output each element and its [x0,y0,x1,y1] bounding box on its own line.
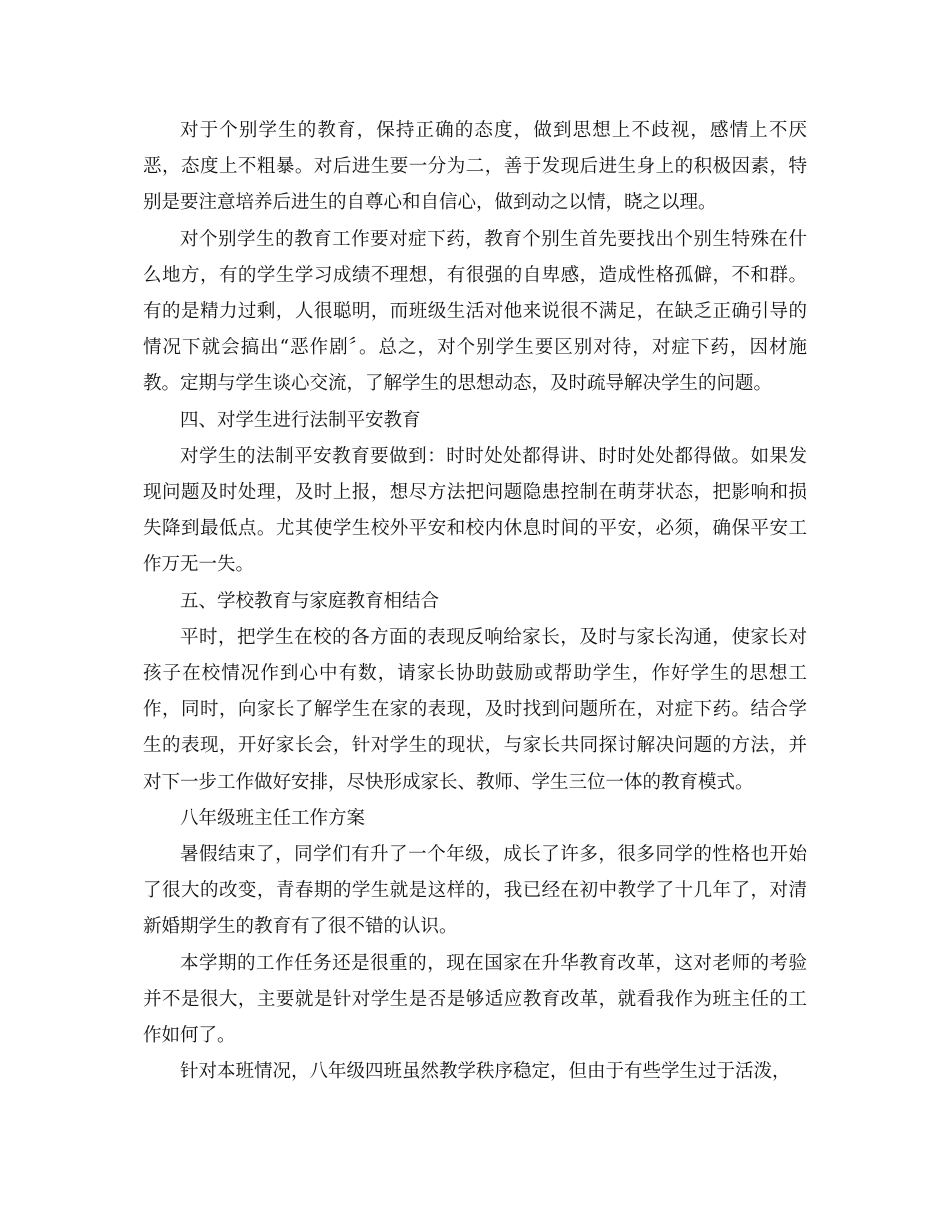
section-heading-legal-safety: 四、对学生进行法制平安教育 [180,409,421,431]
paragraph-individual-education-attitude: 对于个别学生的教育，保持正确的态度，做到思想上不歧视，感情上不厌恶，态度上不粗暴。对后进生要一分为二，善于发现后进生身上的积极因素，特别是要注意培养后进生的自尊心和自信心，做到动之以情，晓之以理。 [143,120,807,214]
paragraph-semester-tasks: 本学期的工作任务还是很重的，现在国家在升华教育改革，这对老师的考验并不是很大，主要就是针对学生是否是够适应教育改革，就看我作为班主任的工作如何了。 [143,952,807,1047]
section-heading-school-family: 五、学校教育与家庭教育相结合 [180,590,440,612]
paragraph-class-situation: 针对本班情况，八年级四班虽然教学秩序稳定，但由于有些学生过于活泼， [180,1061,791,1083]
document-subtitle: 八年级班主任工作方案 [180,807,366,829]
paragraph-summer-ending: 暑假结束了，同学们有升了一个年级，成长了许多，很多同学的性格也开始了很大的改变，青春期的学生就是这样的，我已经在初中教学了十几年了，对清新婚期学生的教育有了很不错的认识。 [143,844,807,938]
paragraph-individual-education-method: 对个别学生的教育工作要对症下药，教育个别生首先要找出个别生特殊在什么地方，有的学生学习成绩不理想，有很强的自卑感，造成性格孤僻，不和群。有的是精力过剩，人很聪明，而班级生活对他来说很不满足，在缺乏正确引导的情况下就会搞出“恶作剧〞。总之，对个别学生要区别对待，对症下药，因材施教。定期与学生谈心交流，了解学生的思想动态，及时疏导解决学生的问题。 [143,228,807,395]
paragraph-school-family: 平时，把学生在校的各方面的表现反响给家长，及时与家长沟通，使家长对孩子在校情况作到心中有数，请家长协助鼓励或帮助学生，作好学生的思想工作，同时，向家长了解学生在家的表现，及时找到问题所在，对症下药。结合学生的表现，开好家长会，针对学生的现状，与家长共同探讨解决问题的方法，并对下一步工作做好安排，尽快形成家长、教师、学生三位一体的教育模式。 [143,626,807,793]
paragraph-legal-safety: 对学生的法制平安教育要做到：时时处处都得讲、时时处处都得做。如果发现问题及时处理，及时上报，想尽方法把问题隐患控制在萌芽状态，把影响和损失降到最低点。尤其使学生校外平安和校内休息时间的平安，必须，确保平安工作万无一失。 [143,445,807,576]
document-body [143,113,807,1090]
